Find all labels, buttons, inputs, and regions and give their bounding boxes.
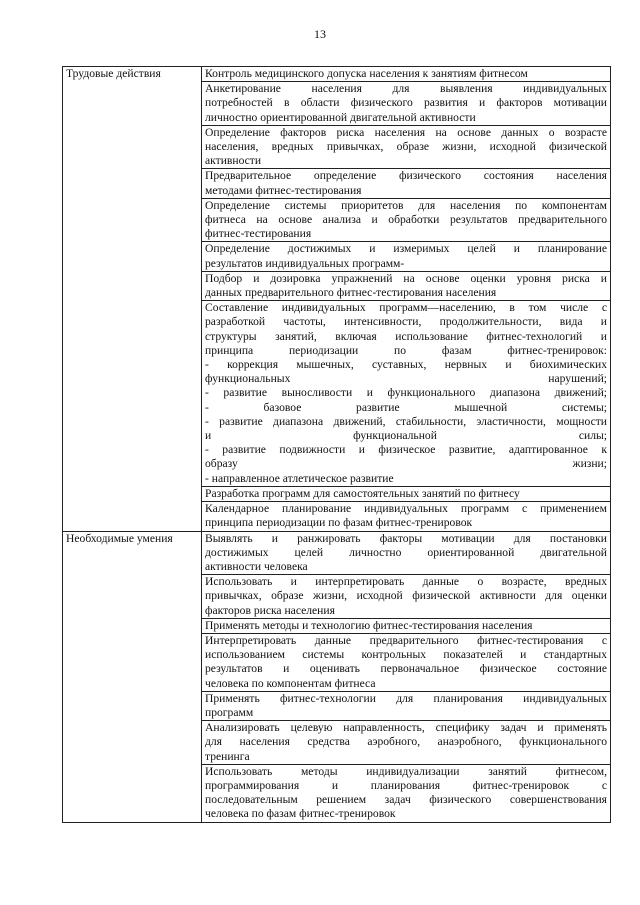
table-cell (202, 633, 611, 691)
cell-line: структуры занятий, включая использование фитнес-технологий и (205, 329, 607, 343)
cell-line: привычках, образе жизни, исходной физической активности для оценки (205, 589, 607, 603)
cell-line: Составление индивидуальных программ—населению, в том числе с (205, 301, 607, 315)
cell-line: принципа периодизации по фазам фитнес-тренировок: (205, 343, 607, 357)
table-cell (202, 82, 611, 126)
cell-line: программирования и планирования фитнес-тренировок с (205, 778, 607, 792)
page-number: 13 (314, 27, 326, 41)
cell-line: Контроль медицинского допуска населения к занятиям фитнесом (205, 67, 528, 80)
section-label: Необходимые умения (63, 531, 202, 822)
cell-line: - базовое развитие мышечной системы; (205, 400, 607, 414)
cell-line: фитнеса на основе анализа и обработки результатов предварительного (205, 213, 607, 227)
table-cell (202, 502, 611, 531)
cell-line: разработкой частоты, интенсивности, продолжительности, вида и (205, 315, 607, 329)
cell-line: Определение достижимых и измеримых целей и планирование (205, 242, 607, 256)
table-cell (202, 125, 611, 169)
cell-line: - направленное атлетическое развитие (205, 471, 394, 485)
cell-line: тренинга (205, 749, 250, 763)
cell-line: Использовать методы индивидуализации занятий фитнесом, (205, 764, 607, 778)
cell-line: - развитие диапазона движений, стабильности, эластичности, мощности (205, 414, 607, 428)
cell-line: Применять методы и технологию фитнес-тестирования населения (205, 618, 533, 632)
table-cell (202, 169, 611, 198)
cell-line: - коррекция мышечных, суставных, нервных и биохимических (205, 358, 607, 372)
table-cell (202, 575, 611, 619)
cell-line: факторов риска населения (205, 603, 335, 617)
cell-line: результатов индивидуальных программ- (205, 256, 405, 270)
cell-line: данных предварительного фитнес-тестирования населения (205, 286, 497, 300)
table-cell (202, 301, 611, 487)
cell-line: Определение системы приоритетов для населения по компонентам (205, 198, 607, 212)
cell-line: Применять фитнес-технологии для планирования индивидуальных (205, 691, 607, 705)
cell-line: достижимых целей личностно ориентированной двигательной (205, 545, 607, 559)
competency-table (62, 66, 611, 823)
table-cell (202, 531, 611, 575)
section-label: Трудовые действия (63, 67, 202, 532)
cell-line: Определение факторов риска населения на основе данных о возрасте (205, 125, 607, 139)
table-cell (202, 271, 611, 300)
table-cell (202, 721, 611, 765)
table-cell (202, 764, 611, 822)
table-cell (202, 198, 611, 242)
cell-line: Календарное планирование индивидуальных программ с применением (205, 502, 607, 516)
cell-line: Подбор и дозировка упражнений на основе оценки уровня риска и (205, 271, 607, 285)
table-cell (202, 67, 611, 82)
cell-line: - развитие выносливости и функционального диапазона движений; (205, 386, 607, 400)
cell-line: образу жизни; (205, 457, 607, 471)
cell-line: активности человека (205, 559, 308, 573)
table-cell (202, 618, 611, 633)
cell-line: активности (205, 154, 262, 168)
table-cell (202, 486, 611, 501)
cell-line: Анкетирование населения для выявления индивидуальных (205, 82, 607, 96)
cell-line: использованием системы контрольных показателей и стандартных (205, 648, 607, 662)
cell-line: - развитие подвижности и физическое развитие, адаптированное к (205, 443, 607, 457)
cell-line: Предварительное определение физического состояния населения (205, 169, 607, 183)
cell-line: человека по фазам фитнес-тренировок (205, 807, 396, 821)
table-row (63, 67, 611, 82)
cell-line: методами фитнес-тестирования (205, 183, 362, 197)
table-cell (202, 242, 611, 271)
cell-line: Использовать и интерпретировать данные о возрасте, вредных (205, 575, 607, 589)
cell-line: принципа периодизации по фазам фитнес-тренировок (205, 516, 473, 530)
table-cell (202, 691, 611, 720)
cell-line: результатов и оценивать первоначальное физическое состояние (205, 662, 607, 676)
cell-line: для населения средства аэробного, анаэробного, функционального (205, 735, 607, 749)
cell-line: Интерпретировать данные предварительного фитнес-тестирования с (205, 633, 607, 647)
cell-line: функциональных нарушений; (205, 372, 607, 386)
cell-line: Анализировать целевую направленность, специфику задач и применять (205, 721, 607, 735)
cell-line: фитнес-тестирования (205, 227, 312, 241)
cell-line: программ (205, 705, 254, 719)
cell-line: Выявлять и ранжировать факторы мотивации для постановки (205, 531, 607, 545)
cell-line: и функциональной силы; (205, 429, 607, 443)
cell-line: населения, вредных привычках, образе жизни, исходной физической (205, 140, 607, 154)
cell-line: человека по компонентам фитнеса (205, 676, 376, 690)
cell-line: Разработка программ для самостоятельных занятий по фитнесу (205, 486, 520, 500)
cell-line: потребностей в области физического развития и факторов мотивации (205, 96, 607, 110)
table-row (63, 531, 611, 575)
cell-line: личностно ориентированной двигательной активности (205, 110, 476, 124)
cell-line: последовательным решением задач физического совершенствования (205, 793, 607, 807)
